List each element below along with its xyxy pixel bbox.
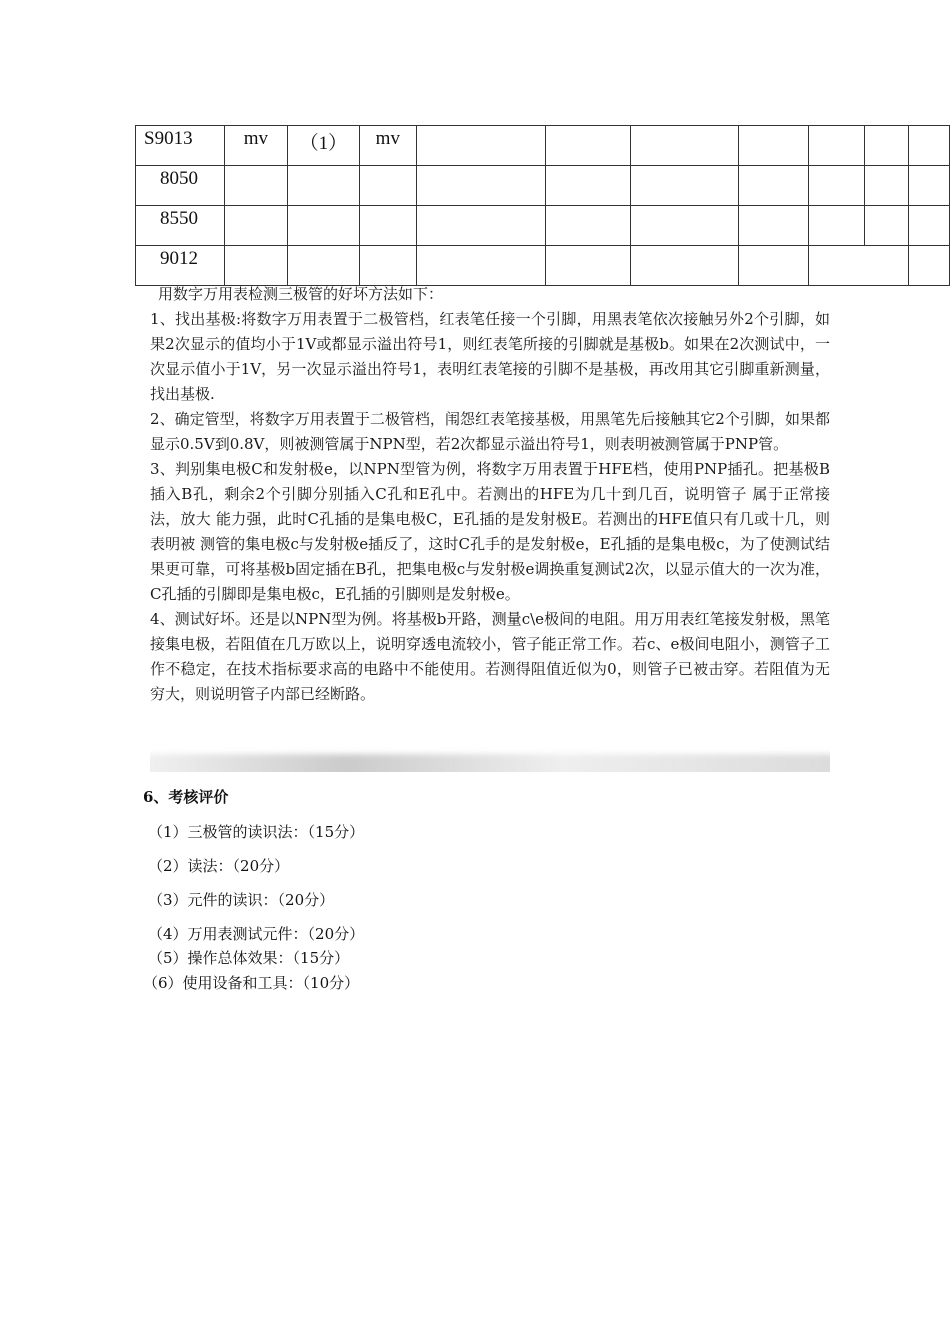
table-cell [287, 166, 359, 206]
scan-step-3: 3、判别集电极C和发射极e，以NPN型管为例，将数字万用表置于HFE档，使用PNP插孔。把基极B插入B孔，剩余2个引脚分别插入C孔和E孔中。若测出的HFE为几十到几百，说明管子 属于正常接法，放大 能力强，此时C孔插的是集电极C，E孔插的是发射极E。若测出的HFE值只有几或十几，则表明被 测管的集电极c与发射极e插反了，这时C孔手的是发射极e，E孔插的是集电极c，为了使测试结果更可靠，可将基极b固定插在B孔，把集电极c与发射极e调换重复测试2次，以显示值大的一次为准，C孔插的引脚即是集电极c，E孔插的引脚则是发射极e。 [150, 460, 830, 603]
table-cell [359, 206, 416, 246]
table-cell: 8050 [136, 166, 225, 206]
table-row [136, 246, 950, 286]
eval-item: （6）使用设备和工具：（10分） [143, 974, 360, 992]
table-cell: mv [224, 126, 287, 166]
table-cell [809, 246, 909, 286]
eval-item: （1）三极管的读识法：（15分） [148, 823, 365, 841]
table-cell: （1） [287, 126, 359, 166]
table-cell [809, 206, 865, 246]
table-row [136, 126, 950, 166]
table-cell [865, 206, 909, 246]
table-cell [416, 166, 545, 206]
table-cell [224, 166, 287, 206]
table-cell [287, 206, 359, 246]
table-cell [359, 246, 416, 286]
table-cell [739, 166, 809, 206]
table-cell [416, 206, 545, 246]
table-cell [739, 206, 809, 246]
table-cell [865, 126, 909, 166]
table-cell [631, 206, 739, 246]
scanned-instructions [150, 282, 830, 772]
scan-step-4: 4、测试好坏。还是以NPN型为例。将基极b开路，测量c\e极间的电阻。用万用表红笔接发射极，黑笔接集电极，若阻值在几万欧以上，说明穿透电流较小，管子能正常工作。若c、e极间电阻小，测管子工作不稳定，在技术指标要求高的电路中不能使用。若测得阻值近似为0，则管子已被击穿。若阻值为无穷大，则说明管子内部已经断路。 [150, 610, 830, 703]
table-cell: 8550 [136, 206, 225, 246]
table-cell [809, 126, 865, 166]
table-cell: 9012 [136, 246, 225, 286]
table-cell: mv [359, 126, 416, 166]
eval-item: （4）万用表测试元件：（20分） [148, 925, 365, 943]
transistor-measurement-table [135, 125, 950, 286]
table-cell [545, 206, 631, 246]
section-title: 6、考核评价 [143, 788, 229, 806]
table-cell [545, 166, 631, 206]
table-cell [416, 246, 545, 286]
table-cell [545, 126, 631, 166]
table-row [136, 206, 950, 246]
table-cell [224, 206, 287, 246]
table-cell [865, 166, 909, 206]
table-cell [908, 246, 949, 286]
table-cell [631, 166, 739, 206]
table-cell [631, 246, 739, 286]
table-cell [224, 246, 287, 286]
scan-step-2: 2、确定管型，将数字万用表置于二极管档，闱怨红表笔接基极，用黑笔先后接触其它2个引脚，如果都显示0.5V到0.8V，则被测管属于NPN型，若2次都显示溢出符号1，则表明被测管属于PNP管。 [150, 410, 830, 453]
table-cell [908, 206, 949, 246]
table-cell [545, 246, 631, 286]
eval-item: （5）操作总体效果：（15分） [148, 949, 350, 967]
table-cell [287, 246, 359, 286]
scan-watermark-band [150, 754, 830, 772]
eval-item: （3）元件的读识：（20分） [148, 891, 335, 909]
table-cell [908, 166, 949, 206]
eval-item: （2）读法：（20分） [148, 857, 290, 875]
table-cell [359, 166, 416, 206]
table-cell [739, 126, 809, 166]
table-cell: S9013 [136, 126, 225, 166]
table-cell [416, 126, 545, 166]
table-cell [809, 166, 865, 206]
table-row [136, 166, 950, 206]
scan-intro: 用数字万用表检测三极管的好坏方法如下： [158, 285, 444, 303]
table-cell [631, 126, 739, 166]
table-cell [908, 126, 949, 166]
table-cell [739, 246, 809, 286]
scan-step-1: 1、找出基极:将数字万用表置于二极管档，红表笔任接一个引脚，用黑表笔依次接触另外2个引脚，如果2次显示的值均小于1V或都显示溢出符号1，则红表笔所接的引脚就是基极b。如果在2次测试中，一次显示值小于1V，另一次显示溢出符号1，表明红表笔接的引脚不是基极，再改用其它引脚重新测量，找出基极. [150, 310, 830, 403]
